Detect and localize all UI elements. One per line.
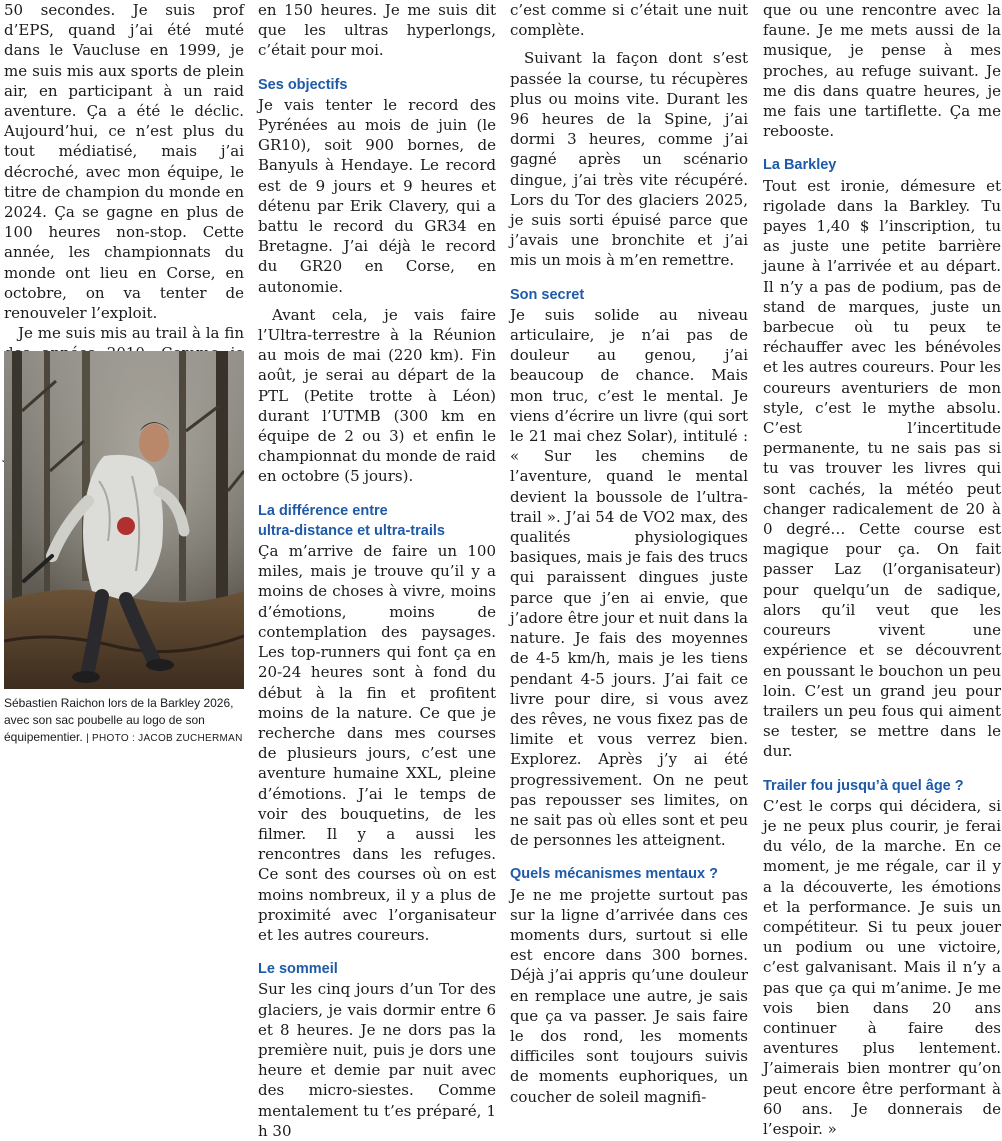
- section-heading-sommeil: Le sommeil: [258, 961, 338, 978]
- section-heading-secret: Son secret: [510, 286, 585, 303]
- section-heading-difference-line1: La différence entre: [258, 502, 388, 519]
- section-heading-objectifs: Ses objectifs: [258, 76, 348, 93]
- paragraph: 50 secondes. Je suis prof d’EPS, quand j’ai été muté dans le Vaucluse en 1999, je me suis mis aux sports de plein air, en participant à un raid aventure. Ça a été le déclic. Aujourd’hui, ce n’est plus du tout médiatisé, mais j’ai décroché, avec mon équipe, le titre de champion du monde en 2024. Ça se gagne en plus de 100 heures non-stop. Cette année, les championnats du monde ont lieu en Corse, en octobre, on va tenter de renouveler l’exploit.: [4, 1, 244, 323]
- paragraph: C’est le corps qui décidera, si je ne peux plus courir, je ferai du vélo, de la marche. En ce moment, je me régale, car il y a la découverte, les émotions et la performance. Je suis un compétiteur. Si tu peux jouer un podium ou une victoire, c’est galvanisant. Mais il n’y a pas que ça qui m’anime. Je me vois bien dans 20 ans continuer à faire des aventures plus lentement. J’aimerais bien montrer qu’on peut encore être performant à 60 ans. Je donnerais de l’espoir. »: [763, 796, 1001, 1138]
- paragraph: Tout est ironie, démesure et rigolade dans la Barkley. Tu payes 1,40 $ l’inscription, tu as juste une petite barrière jaune à l’arrivée et au départ. Il n’y a pas de podium, pas de stand de marques, juste un barbecue où tu peux te réchauffer avec les bénévoles et les autres coureurs. Pour les coureurs aventuriers de mon style, c’est le mythe absolu. C’est l’incertitude permanente, tu ne sais pas si tu vas trouver les livres qui sont cachés, la météo peut changer radicalement de 20 à 0 degré… Cette course est magique pour ça. On fait passer Laz (l’organisateur) pour quelqu’un de sadique, alors qu’il veut que les coureurs vivent une expérience et se découvrent en poussant le bouchon un peu loin. C’est un grand jeu pour trailers un peu fous qui aiment se tester, se mettre dans le dur.: [763, 176, 1001, 761]
- paragraph: Je me suis mis au trail à la fin: [18, 324, 244, 343]
- paragraph: c’est comme si c’était une nuit complète.: [510, 1, 748, 40]
- column-3: [510, 0, 748, 1107]
- section-heading-mecanismes: Quels mécanismes mentaux ?: [510, 866, 718, 883]
- paragraph: Je suis solide au niveau articulaire, je n’ai pas de douleur au genou, j’ai beaucoup de chance. Mais mon truc, c’est le mental. Je viens d’écrire un livre (qui sort le 21 mai chez Solar), intitulé : « Sur les chemins de l’aventure, quand le mental devient la boussole de l’ultra-trail ». J’ai 54 de VO2 max, des qualités physiologiques basiques, mais je fais des trucs qui paraissent dingues juste parce que j’en ai envie, que j’adore être jour et nuit dans la nature. Je fais des moyennes de 4-5 km/h, mais je les tiens pendant 4-5 jours. J’ai fait ce livre pour dire, si vous avez des rêves, ne vous fixez pas de limite et vous verrez bien. Explorez. Après j’y ai été progressivement. On ne peut pas repousser ses limites, on ne sait pas où elles sont et peu de personnes les atteignent.: [510, 305, 748, 850]
- paragraph: Avant cela, je vais faire l’Ultra-terrestre à la Réunion au mois de mai (220 km). Fin août, je serai au départ de la PTL (Petite trotte à Léon) durant l’UTMB (300 km en équipe de 2 ou 3) et enfin le championnat du monde de raid en octobre (5 jours).: [258, 305, 496, 486]
- runner-photo-illustration: [4, 351, 244, 689]
- paragraph: Je vais tenter le record des Pyrénées au mois de juin (le GR10), soit 900 bornes, de Banyuls à Hendaye. Le record est de 9 jours et 9 heures et détenu par Erik Clavery, qui a battu le record du GR34 en Bretagne. J’ai déjà le record du GR20 en Corse, en autonomie.: [258, 95, 496, 296]
- article-photo: [4, 351, 244, 689]
- paragraph: Suivant la façon dont s’est passée la course, tu récupères plus ou moins vite. Durant les 96 heures de la Spine, j’ai dormi 3 heures, comme j’ai gagné après un scénario dingue, j’ai très vite récupéré. Lors du Tor des glaciers 2025, je suis sorti épuisé parce que j’avais une bronchite et j’ai mis un mois à m’en remettre.: [510, 49, 748, 270]
- paragraph: en 150 heures. Je me suis dit que les ultras hyperlongs, c’était pour moi.: [258, 1, 496, 60]
- paragraph: Je ne me projette surtout pas sur la ligne d’arrivée dans ces moments durs, surtout si elle est encore dans 300 bornes. Déjà j’ai appris qu’une douleur en remplace une autre, je sais que ça va passer. Je sais faire le dos rond, les moments difficiles sont toujours suivis de moments euphoriques, un coucher de soleil magnifi-: [510, 885, 748, 1106]
- caption-text: Sébastien Raichon lors de la Barkley 2026, avec son sac poubelle au logo de son équipementier.: [4, 696, 234, 744]
- column-4: [763, 0, 1001, 1139]
- column-2: [258, 0, 496, 1141]
- photo-credit: | PHOTO : JACOB ZUCHERMAN: [86, 733, 243, 744]
- paragraph: que ou une rencontre avec la faune. Je me mets aussi de la musique, je pense à mes proches, au refuge suivant. Je me dis dans quatre heures, je me fais une tartiflette. Ça me rebooste.: [763, 1, 1001, 141]
- section-heading-barkley: La Barkley: [763, 157, 837, 174]
- section-heading-difference-line2: ultra-distance et ultra-trails: [258, 522, 445, 539]
- section-heading-trailer-fou: Trailer fou jusqu’à quel âge ?: [763, 777, 964, 794]
- paragraph: Sur les cinq jours d’un Tor des glaciers, je vais dormir entre 6 et 8 heures. Je ne dors pas la première nuit, puis je dors une heure et demie par nuit avec des micro-siestes. Comme mentalement tu t’es préparé, 1 h 30: [258, 980, 496, 1140]
- paragraph: Ça m’arrive de faire un 100 miles, mais je trouve qu’il y a moins de choses à vivre, moins d’émotions, moins de contemplation des paysages. Les top-runners qui font ça en 20-24 heures sont à fond du début à la fin et profitent moins de la nature. Ce que je recherche dans mes courses de plusieurs jours, c’est une aventure humaine XXL, pleine d’émotions. J’ai le temps de voir des bouquetins, de les filmer. Il y a aussi les rencontres dans les refuges. Ce sont des courses où on est moins nombreux, il y a plus de proximité avec l’organisateur et les autres coureurs.: [258, 542, 496, 944]
- photo-caption: [4, 695, 244, 747]
